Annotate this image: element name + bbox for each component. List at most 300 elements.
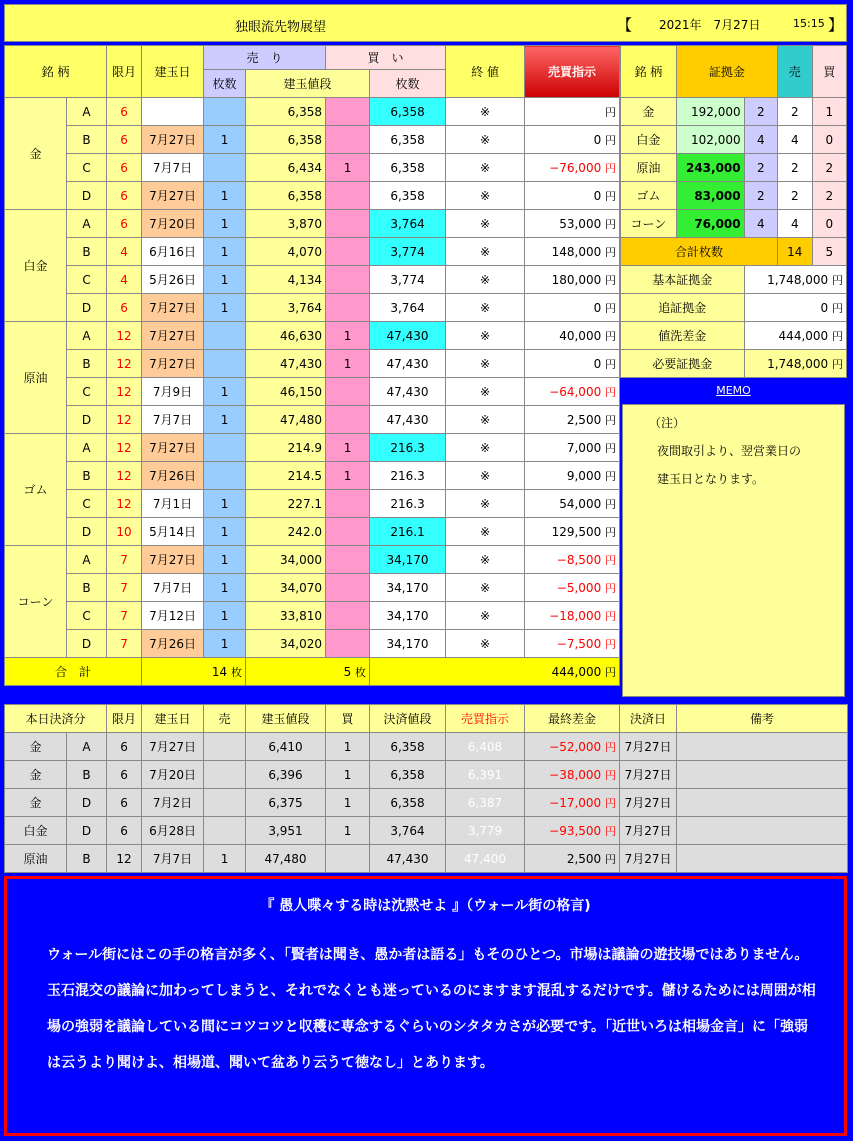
signal-mark[interactable]: ※ [446, 518, 525, 546]
settle-note [677, 789, 848, 817]
close-price: 47,430 [370, 406, 446, 434]
open-date: 7月7日 [142, 154, 204, 182]
money-value [744, 266, 846, 294]
mark-to-market [525, 350, 620, 378]
header-buy-count: 枚数 [370, 70, 446, 98]
buy-count [326, 126, 370, 154]
settle-sell: 1 [204, 845, 246, 873]
settle-final-value: 2,500 [566, 851, 602, 866]
position-row [5, 210, 620, 238]
summary-margin: 102,000 [676, 126, 744, 154]
slot-label: A [67, 98, 107, 126]
open-date: 7月27日 [142, 546, 204, 574]
quote-title: 『 愚人喋々する時は沈黙せよ 』（ウォール街の格言) [260, 898, 591, 914]
header-buy: 買 い [326, 46, 446, 70]
buy-count [326, 294, 370, 322]
settle-limit: 6 [107, 761, 142, 789]
signal-mark[interactable]: ※ [446, 406, 525, 434]
brand-name: 白金 [5, 210, 67, 322]
buy-count [326, 238, 370, 266]
open-price: 47,430 [246, 350, 326, 378]
sell-count: 1 [204, 602, 246, 630]
sell-count: 1 [204, 630, 246, 658]
summary-row [621, 154, 847, 182]
summary-row [621, 182, 847, 210]
settle-close: 47,430 [370, 845, 446, 873]
slot-label: B [67, 126, 107, 154]
settle-note [677, 845, 848, 873]
mark-to-market [525, 98, 620, 126]
settle-final [525, 789, 620, 817]
mark-to-market-value: −76,000 [549, 160, 602, 175]
signal-mark[interactable]: ※ [446, 238, 525, 266]
summary-sell: 4 [778, 210, 812, 238]
settle-slot: D [67, 817, 107, 845]
settle-sell [204, 817, 246, 845]
position-row [5, 154, 620, 182]
money-unit: 円 [832, 329, 843, 343]
settle-final-unit: 円 [605, 852, 617, 866]
total-amount: 444,000 円 [370, 658, 620, 686]
settle-sdate: 7月27日 [620, 733, 677, 761]
open-price: 6,358 [246, 182, 326, 210]
position-row [5, 266, 620, 294]
slot-label: A [67, 434, 107, 462]
page-title: 独眼流先物展望 [235, 20, 327, 35]
slot-label: C [67, 602, 107, 630]
limit-month: 12 [107, 434, 142, 462]
settle-final [525, 761, 620, 789]
buy-count [326, 630, 370, 658]
mark-to-market [525, 294, 620, 322]
mark-to-market-value: 148,000 [551, 244, 602, 259]
money-amount: 1,748,000 [767, 356, 829, 371]
sell-count: 1 [204, 490, 246, 518]
summary-buy: 1 [812, 98, 846, 126]
summary-brand: コーン [621, 210, 677, 238]
summary-header-margin: 証拠金 [676, 46, 777, 98]
position-row [5, 574, 620, 602]
settle-limit: 12 [107, 845, 142, 873]
settle-row [5, 789, 848, 817]
close-price: 6,358 [370, 98, 446, 126]
position-row [5, 126, 620, 154]
money-amount: 0 [820, 300, 829, 315]
limit-month: 7 [107, 602, 142, 630]
open-date: 7月26日 [142, 462, 204, 490]
signal-mark[interactable]: ※ [446, 182, 525, 210]
money-row [621, 294, 847, 322]
signal-mark[interactable]: ※ [446, 434, 525, 462]
mark-to-market [525, 322, 620, 350]
quote-body: ウォール街にはこの手の格言が多く、「賢者は聞き、愚か者は語る」もそのひとつ。市場は議論の遊技場ではありません。玉石混交の議論に加わってしまうと、それでなくとも迷っているのにますます混乱するだけです。儲けるためには周囲が相場の強弱を議論している間にコツコツと収穫に専念するぐらいのシタタカさが必要です。「近世いろは相場金言」に「強弱は云うより聞けよ、相場道、聞いて盆あり云うて徳なし」とあります。 [47, 947, 816, 1071]
summary-total-label: 合計枚数 [621, 238, 778, 266]
summary-sell: 4 [778, 126, 812, 154]
mark-to-market [525, 406, 620, 434]
signal-mark[interactable]: ※ [446, 350, 525, 378]
settle-note [677, 817, 848, 845]
close-price: 216.1 [370, 518, 446, 546]
money-row [621, 322, 847, 350]
limit-month: 4 [107, 238, 142, 266]
settle-slot: B [67, 761, 107, 789]
signal-mark[interactable]: ※ [446, 462, 525, 490]
header-bar [4, 4, 847, 42]
mark-to-market [525, 154, 620, 182]
close-price: 34,170 [370, 574, 446, 602]
header-close: 終 値 [446, 46, 525, 98]
settle-sdate: 7月27日 [620, 761, 677, 789]
close-price: 216.3 [370, 434, 446, 462]
signal-mark[interactable]: ※ [446, 630, 525, 658]
summary-table [620, 45, 847, 378]
signal-mark[interactable]: ※ [446, 154, 525, 182]
position-row [5, 98, 620, 126]
settle-buy [326, 845, 370, 873]
open-price: 4,070 [246, 238, 326, 266]
money-label: 基本証拠金 [621, 266, 745, 294]
open-date: 7月27日 [142, 434, 204, 462]
settle-brand: 金 [5, 789, 67, 817]
settle-price: 6,410 [246, 733, 326, 761]
buy-count: 1 [326, 154, 370, 182]
mark-to-market-unit: 円 [605, 329, 617, 343]
settle-limit: 6 [107, 789, 142, 817]
summary-buy: 2 [812, 182, 846, 210]
position-row [5, 322, 620, 350]
settle-close: 3,764 [370, 817, 446, 845]
settle-slot: A [67, 733, 107, 761]
open-price: 34,070 [246, 574, 326, 602]
open-date: 7月27日 [142, 350, 204, 378]
settle-date: 7月27日 [142, 733, 204, 761]
position-row [5, 378, 620, 406]
memo-line1: 夜間取引より、翌営業日の [657, 444, 802, 458]
open-price: 214.5 [246, 462, 326, 490]
signal-mark[interactable]: ※ [446, 98, 525, 126]
close-price: 6,358 [370, 154, 446, 182]
open-date: 5月26日 [142, 266, 204, 294]
open-date: 7月20日 [142, 210, 204, 238]
open-date: 6月16日 [142, 238, 204, 266]
buy-count [326, 266, 370, 294]
buy-count [326, 490, 370, 518]
position-row [5, 238, 620, 266]
buy-count [326, 210, 370, 238]
summary-sell: 2 [778, 154, 812, 182]
position-row [5, 434, 620, 462]
settle-header-brand: 本日決済分 [5, 705, 107, 733]
settle-header-sdate: 決済日 [620, 705, 677, 733]
sell-count: 1 [204, 574, 246, 602]
summary-header-buy: 買 [812, 46, 846, 98]
sell-count: 1 [204, 210, 246, 238]
settle-buy: 1 [326, 817, 370, 845]
close-price: 34,170 [370, 546, 446, 574]
brand-name: コーン [5, 546, 67, 658]
mark-to-market-unit: 円 [605, 609, 617, 623]
header-limit: 限月 [107, 46, 142, 98]
money-unit: 円 [832, 357, 843, 371]
slot-label: D [67, 406, 107, 434]
open-price: 34,020 [246, 630, 326, 658]
mark-to-market-unit: 円 [605, 133, 617, 147]
settle-header-limit: 限月 [107, 705, 142, 733]
mark-to-market-value: 40,000 [559, 328, 602, 343]
signal-mark[interactable]: ※ [446, 322, 525, 350]
open-price: 3,870 [246, 210, 326, 238]
mark-to-market-value: −7,500 [556, 636, 602, 651]
open-price: 6,358 [246, 126, 326, 154]
open-date: 7月27日 [142, 182, 204, 210]
settle-row [5, 845, 848, 873]
mark-to-market-unit: 円 [605, 161, 617, 175]
position-row [5, 182, 620, 210]
settle-slot: D [67, 789, 107, 817]
summary-row [621, 98, 847, 126]
summary-total-sell: 14 [778, 238, 812, 266]
header-signal: 売買指示 [525, 46, 620, 98]
summary-lots: 4 [744, 126, 777, 154]
mark-to-market-value: −18,000 [549, 608, 602, 623]
money-value [744, 350, 846, 378]
header-sell-count: 枚数 [204, 70, 246, 98]
settle-limit: 6 [107, 817, 142, 845]
sell-count: 1 [204, 182, 246, 210]
summary-margin: 76,000 [676, 210, 744, 238]
buy-count [326, 546, 370, 574]
mark-to-market-unit: 円 [605, 105, 617, 119]
open-price: 242.0 [246, 518, 326, 546]
mark-to-market-unit: 円 [605, 469, 617, 483]
settle-buy: 1 [326, 789, 370, 817]
signal-mark[interactable]: ※ [446, 602, 525, 630]
mark-to-market-unit: 円 [605, 413, 617, 427]
date-bracket-close: 】 [828, 16, 844, 34]
open-price: 3,764 [246, 294, 326, 322]
mark-to-market-unit: 円 [605, 441, 617, 455]
position-row [5, 462, 620, 490]
signal-mark[interactable]: ※ [446, 574, 525, 602]
settle-header-sell: 売 [204, 705, 246, 733]
slot-label: B [67, 574, 107, 602]
limit-month: 12 [107, 350, 142, 378]
mark-to-market [525, 266, 620, 294]
total-buy: 5 枚 [246, 658, 370, 686]
money-label: 値洗差金 [621, 322, 745, 350]
slot-label: D [67, 630, 107, 658]
settle-buy: 1 [326, 761, 370, 789]
close-price: 47,430 [370, 350, 446, 378]
summary-margin: 243,000 [676, 154, 744, 182]
position-row [5, 602, 620, 630]
settle-header-price: 建玉値段 [246, 705, 326, 733]
settle-slot: B [67, 845, 107, 873]
slot-label: D [67, 294, 107, 322]
signal-mark[interactable]: ※ [446, 546, 525, 574]
position-row [5, 406, 620, 434]
limit-month: 6 [107, 98, 142, 126]
slot-label: A [67, 546, 107, 574]
money-amount: 444,000 [778, 328, 829, 343]
open-date: 7月27日 [142, 322, 204, 350]
settle-signal: 3,779 [446, 817, 525, 845]
sell-count: 1 [204, 406, 246, 434]
close-price: 216.3 [370, 462, 446, 490]
mark-to-market [525, 434, 620, 462]
summary-brand: 原油 [621, 154, 677, 182]
open-date: 7月1日 [142, 490, 204, 518]
close-price: 34,170 [370, 630, 446, 658]
slot-label: D [67, 518, 107, 546]
sell-count: 1 [204, 126, 246, 154]
mark-to-market-unit: 円 [605, 273, 617, 287]
mark-to-market-value: 0 [593, 132, 602, 147]
settle-close: 6,358 [370, 733, 446, 761]
settle-price: 47,480 [246, 845, 326, 873]
mark-to-market [525, 462, 620, 490]
close-price: 34,170 [370, 602, 446, 630]
brand-name: 原油 [5, 322, 67, 434]
settle-close: 6,358 [370, 761, 446, 789]
memo-label[interactable]: MEMO [716, 384, 751, 397]
money-unit: 円 [832, 301, 843, 315]
mark-to-market-value: 7,000 [566, 440, 602, 455]
summary-margin: 192,000 [676, 98, 744, 126]
settle-final [525, 733, 620, 761]
header-sell: 売 り [204, 46, 326, 70]
buy-count [326, 378, 370, 406]
settle-note [677, 761, 848, 789]
header-price: 建玉値段 [246, 70, 370, 98]
open-date: 5月14日 [142, 518, 204, 546]
sell-count: 1 [204, 266, 246, 294]
mark-to-market-value: 0 [593, 188, 602, 203]
limit-month: 12 [107, 322, 142, 350]
summary-sell: 2 [778, 98, 812, 126]
mark-to-market [525, 490, 620, 518]
mark-to-market [525, 602, 620, 630]
sell-count [204, 462, 246, 490]
sell-count: 1 [204, 238, 246, 266]
open-price: 227.1 [246, 490, 326, 518]
signal-mark[interactable]: ※ [446, 378, 525, 406]
summary-sell: 2 [778, 182, 812, 210]
open-price: 46,150 [246, 378, 326, 406]
open-price: 6,434 [246, 154, 326, 182]
mark-to-market-value: 129,500 [551, 524, 602, 539]
open-date: 7月9日 [142, 378, 204, 406]
limit-month: 6 [107, 182, 142, 210]
mark-to-market-unit: 円 [605, 189, 617, 203]
settle-final-value: −52,000 [549, 739, 602, 754]
summary-header-sell: 売 [778, 46, 812, 98]
settle-final-value: −17,000 [549, 795, 602, 810]
limit-month: 6 [107, 126, 142, 154]
open-date: 7月27日 [142, 294, 204, 322]
report-time: 15:15 [793, 17, 825, 30]
limit-month: 12 [107, 406, 142, 434]
position-row [5, 490, 620, 518]
total-sell: 14 枚 [142, 658, 246, 686]
sell-count: 1 [204, 294, 246, 322]
settlement-table [4, 704, 848, 873]
settle-header-close: 決済値段 [370, 705, 446, 733]
open-price: 214.9 [246, 434, 326, 462]
mark-to-market-unit: 円 [605, 385, 617, 399]
mark-to-market-value: 180,000 [551, 272, 602, 287]
position-row [5, 518, 620, 546]
open-price: 33,810 [246, 602, 326, 630]
settle-final-unit: 円 [605, 796, 617, 810]
buy-count [326, 182, 370, 210]
buy-count: 1 [326, 322, 370, 350]
signal-mark[interactable]: ※ [446, 210, 525, 238]
mark-to-market [525, 518, 620, 546]
position-row [5, 630, 620, 658]
settle-sell [204, 761, 246, 789]
mark-to-market-unit: 円 [605, 553, 617, 567]
money-label: 必要証拠金 [621, 350, 745, 378]
settle-close: 6,358 [370, 789, 446, 817]
total-label: 合 計 [5, 658, 142, 686]
sell-count: 1 [204, 546, 246, 574]
signal-mark[interactable]: ※ [446, 126, 525, 154]
summary-brand: 白金 [621, 126, 677, 154]
mark-to-market [525, 238, 620, 266]
mark-to-market [525, 126, 620, 154]
signal-mark[interactable]: ※ [446, 294, 525, 322]
money-unit: 円 [832, 273, 843, 287]
signal-mark[interactable]: ※ [446, 490, 525, 518]
buy-count: 1 [326, 350, 370, 378]
sell-count [204, 154, 246, 182]
sell-count: 1 [204, 378, 246, 406]
open-date: 7月7日 [142, 406, 204, 434]
settle-price: 6,375 [246, 789, 326, 817]
settle-date: 6月28日 [142, 817, 204, 845]
money-amount: 1,748,000 [767, 272, 829, 287]
open-date [142, 98, 204, 126]
settle-sell [204, 789, 246, 817]
summary-margin: 83,000 [676, 182, 744, 210]
limit-month: 12 [107, 490, 142, 518]
report-date: 2021年 7月27日 [659, 18, 761, 32]
settle-header-note: 備考 [677, 705, 848, 733]
memo-panel [620, 380, 847, 699]
signal-mark[interactable]: ※ [446, 266, 525, 294]
slot-label: B [67, 350, 107, 378]
buy-count: 1 [326, 462, 370, 490]
mark-to-market-value: 2,500 [566, 412, 602, 427]
open-price: 6,358 [246, 98, 326, 126]
mark-to-market [525, 182, 620, 210]
summary-brand: 金 [621, 98, 677, 126]
settle-brand: 原油 [5, 845, 67, 873]
mark-to-market-value: −8,500 [556, 552, 602, 567]
mark-to-market-value: −64,000 [549, 384, 602, 399]
settle-final [525, 845, 620, 873]
mark-to-market-value: 54,000 [559, 496, 602, 511]
settle-price: 3,951 [246, 817, 326, 845]
sell-count [204, 98, 246, 126]
summary-row [621, 126, 847, 154]
memo-note: （注） [649, 416, 686, 430]
slot-label: A [67, 322, 107, 350]
summary-buy: 0 [812, 210, 846, 238]
summary-total-buy: 5 [812, 238, 846, 266]
sell-count [204, 434, 246, 462]
